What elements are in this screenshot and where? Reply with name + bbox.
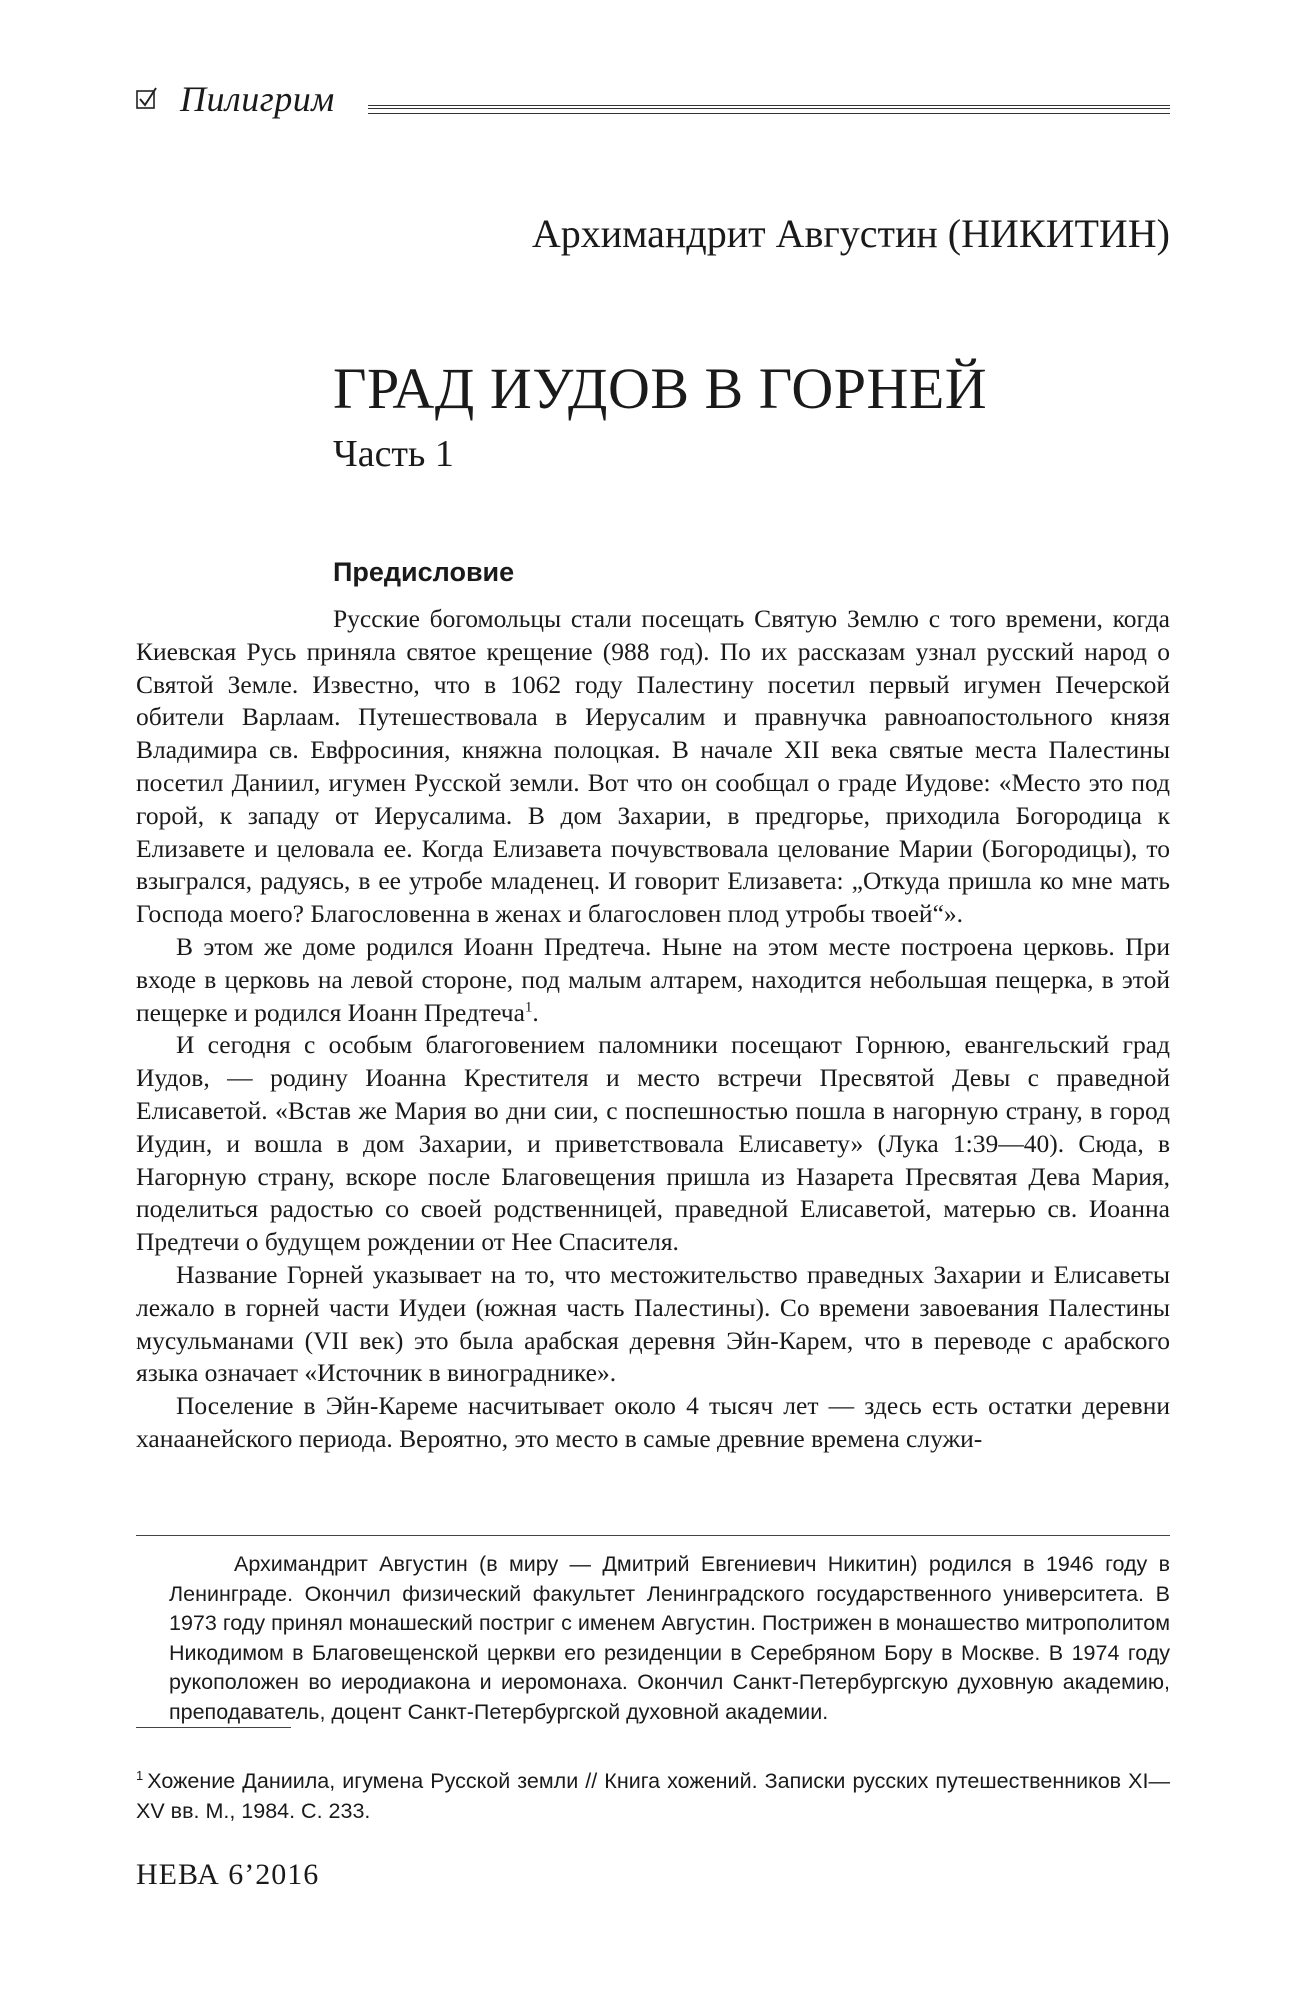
article-body bbox=[136, 603, 1170, 1456]
footnote-number: 1 bbox=[136, 1767, 144, 1783]
section-heading: Предисловие bbox=[333, 557, 515, 587]
paragraph: Название Горней указывает на то, что местожительство праведных Захарии и Елисаветы лежало в горней части Иудеи (южная часть Палестины). Со времени завоевания Палестины мусульманами (VII век) это была арабская деревня Эйн-Карем, что в переводе с арабского языка означает «Источник в винограднике». bbox=[136, 1259, 1170, 1388]
paragraph: Русские богомольцы стали посещать Святую Землю с того времени, когда Киевская Русь приняла святое крещение (988 год). По их рассказам узнал русский народ о Святой Земле. Известно, что в 1062 году Палестину посетил первый игумен Печерской обители Варлаам. Путешествовала в Иерусалим и правнучка равноапостольного князя Владимира св. Евфросиния, княжна полоцкая. В начале XII века святые места Палестины посетил Даниил, игумен Русской земли. Вот что он сообщал о граде Иудове: «Место это под горой, к западу от Иерусалима. В дом Захарии, в предгорье, приходила Богородица к Елизавете и целовала ее. Когда Елизавета почувствовала целование Марии (Богородицы), то взыгрался, радуясь, в ее утробе младенец. И говорит Елизавета: „Откуда пришла ко мне мать Господа моего? Благословенна в женах и благословен плод утробы твоей“». bbox=[136, 604, 1170, 929]
footnote-text: Хожение Даниила, игумена Русской земли // Книга хожений. Записки русских путешественников XI—XV вв. М., 1984. С. 233. bbox=[136, 1769, 1170, 1823]
bio-divider bbox=[136, 1535, 1170, 1536]
article-author: Архимандрит Августин (НИКИТИН) bbox=[531, 211, 1170, 256]
author-bio bbox=[136, 1550, 1170, 1727]
paragraph: В этом же доме родился Иоанн Предтеча. Ныне на этом месте построена церковь. При входе в церковь на левой стороне, под малым алтарем, находится небольшая пещерка, в этой пещерке и родился Иоанн Предтеча$^1$. bbox=[136, 931, 1170, 1027]
paragraph: Поселение в Эйн-Кареме насчитывает около 4 тысяч лет — здесь есть остатки деревни ханаанейского периода. Вероятно, это место в самые древние времена служи- bbox=[136, 1391, 1170, 1453]
article-title: ГРАД ИУДОВ В ГОРНЕЙ bbox=[333, 356, 988, 421]
checkbox-icon bbox=[136, 86, 158, 110]
rubric-title: Пилигрим bbox=[180, 79, 335, 119]
bio-text: Архимандрит Августин (в миру — Дмитрий Евгениевич Никитин) родился в 1946 году в Ленинграде. Окончил физический факультет Ленинградского государственного университета. В 1973 году принял монашеский постриг с именем Августин. Пострижен в монашество митрополитом Никодимом в Благовещенской церкви его резиденции в Серебряном Бору в Москве. В 1974 году рукоположен во иеродиакона и иеромонаха. Окончил Санкт-Петербургскую духовную академию, преподаватель, доцент Санкт-Петербургской духовной академии. bbox=[169, 1552, 1170, 1724]
running-header bbox=[136, 79, 1170, 132]
issue-label: НЕВА 6’2016 bbox=[136, 1858, 320, 1891]
footnote-ref[interactable]: 1 bbox=[524, 999, 533, 1016]
footnote-divider bbox=[136, 1727, 291, 1728]
paragraph: И сегодня с особым благоговением паломники посещают Горнюю, евангельский град Иудов, — родину Иоанна Крестителя и место встречи Пресвятой Девы с праведной Елисаветой. «Встав же Мария во дни сии, с поспешностью пошла в нагорную страну, в город Иудин, и вошла в дом Захарии, и приветствовала Елисавету» (Лука 1:39—40). Сюда, в Нагорную страну, вскоре после Благовещения пришла из Назарета Пресвятая Дева Мария, поделиться радостью со своей родственницей, праведной Елисаветой, матерью св. Иоанна Предтечи о будущем рождении от Нее Спасителя. bbox=[136, 1030, 1170, 1257]
header-rule bbox=[368, 105, 1170, 114]
footnote bbox=[136, 1766, 1170, 1826]
article-part: Часть 1 bbox=[333, 433, 454, 475]
